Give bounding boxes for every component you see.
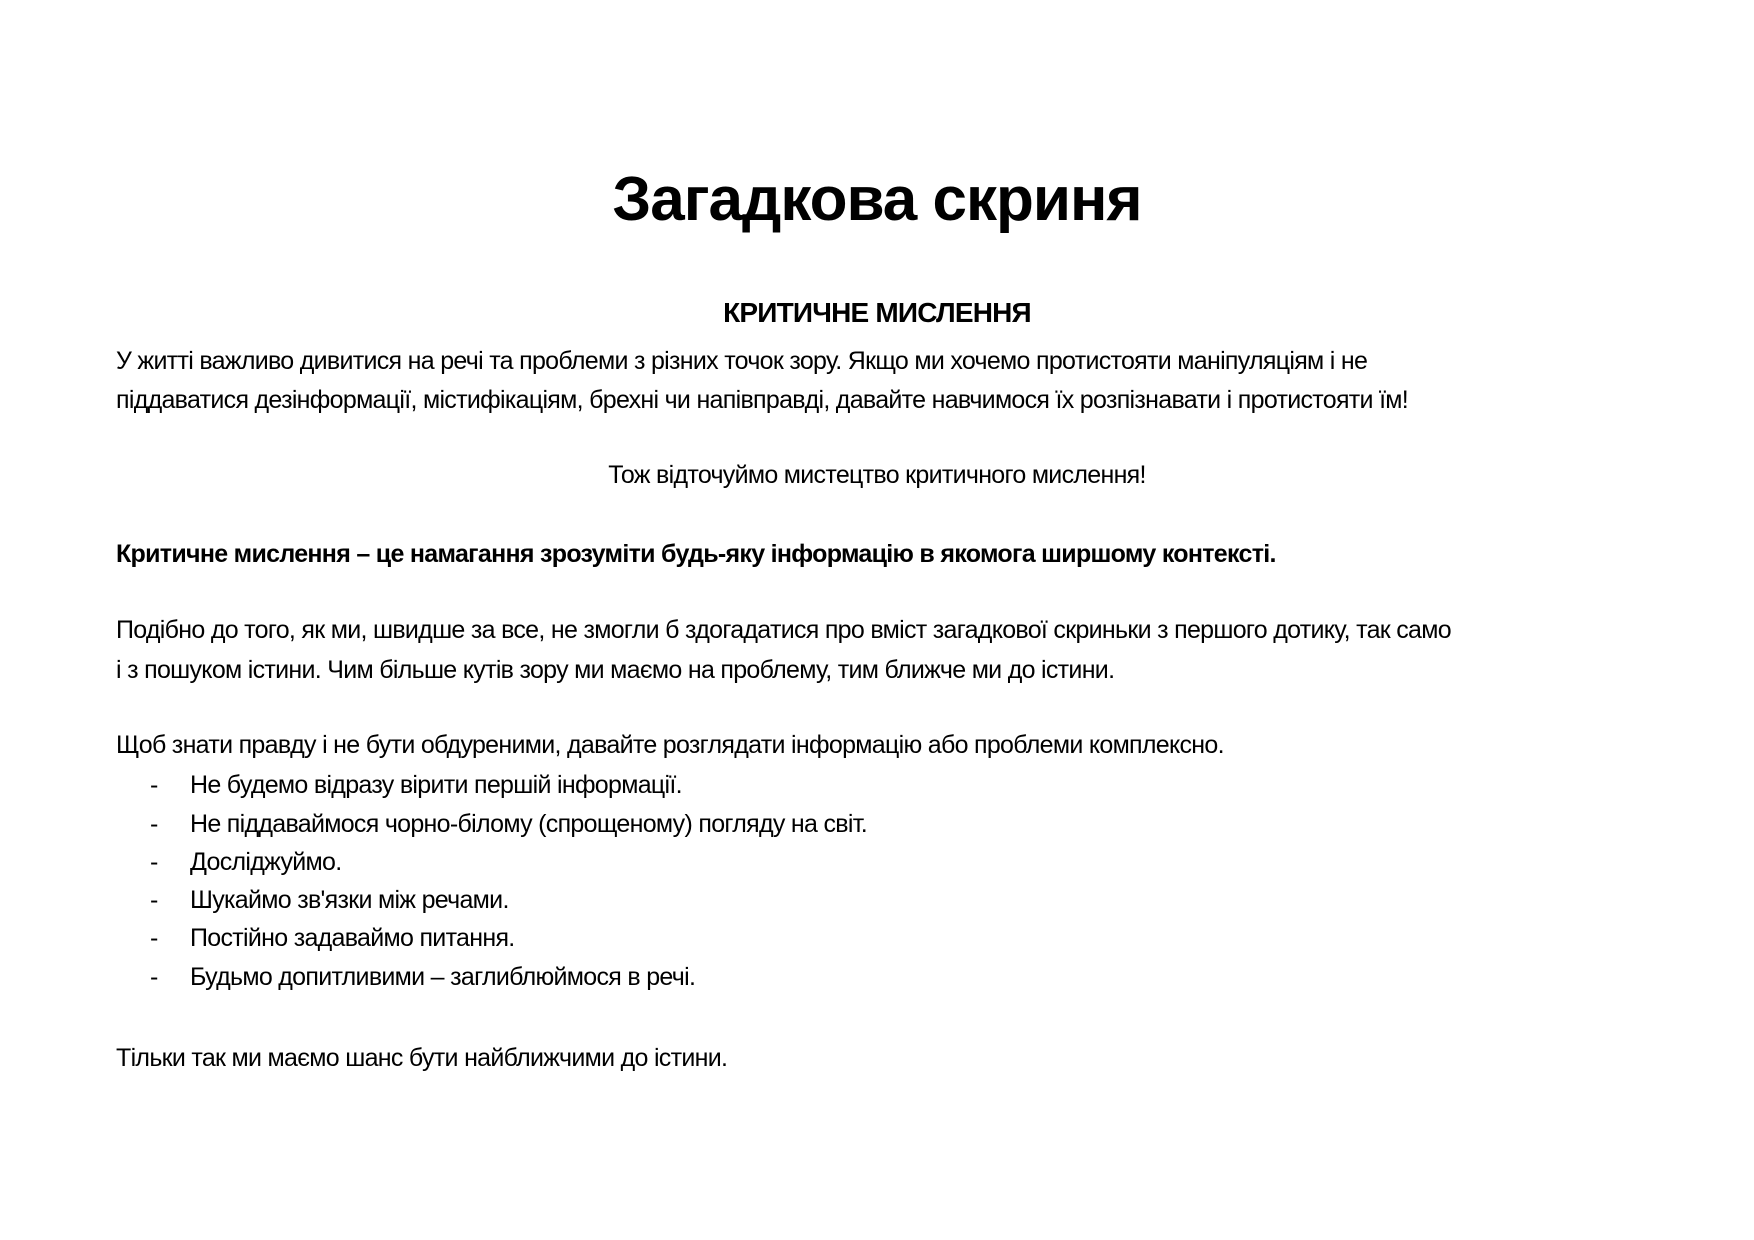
bullet-dash: - bbox=[150, 924, 158, 952]
section-heading: КРИТИЧНЕ МИСЛЕННЯ bbox=[723, 297, 1031, 328]
list-item: Шукаймо зв'язки між речами. bbox=[190, 886, 509, 914]
list-item: Не піддаваймося чорно-білому (спрощеному) погляду на світ. bbox=[190, 810, 867, 838]
list-intro: Щоб знати правду і не бути обдуреними, давайте розглядати інформацію або проблеми комплексно. bbox=[116, 731, 1224, 759]
intro-line-2: піддаватися дезінформації, містифікаціям, брехні чи напівправді, давайте навчимося їх розпізнавати і протистояти їм! bbox=[116, 386, 1409, 414]
conclusion: Тільки так ми маємо шанс бути найближчими до істини. bbox=[116, 1044, 728, 1072]
definition: Критичне мислення – це намагання зрозуміти будь-яку інформацію в якомога ширшому контексті. bbox=[116, 540, 1276, 568]
analogy-line-2: і з пошуком істини. Чим більше кутів зору ми маємо на проблему, тим ближче ми до істини. bbox=[116, 656, 1115, 684]
bullet-dash: - bbox=[150, 810, 158, 838]
list-item: Досліджуймо. bbox=[190, 848, 342, 876]
list-item: Постійно задаваймо питання. bbox=[190, 924, 515, 952]
document-title: Загадкова скриня bbox=[612, 165, 1142, 234]
bullet-dash: - bbox=[150, 886, 158, 914]
intro-line-1: У житті важливо дивитися на речі та проблеми з різних точок зору. Якщо ми хочемо протистояти маніпуляціям і не bbox=[116, 347, 1368, 375]
bullet-dash: - bbox=[150, 848, 158, 876]
list-item: Будьмо допитливими – заглиблюймося в речі. bbox=[190, 963, 696, 991]
call-to-action: Тож відточуймо мистецтво критичного мислення! bbox=[608, 461, 1146, 489]
bullet-dash: - bbox=[150, 963, 158, 991]
analogy-line-1: Подібно до того, як ми, швидше за все, не змогли б здогадатися про вміст загадкової скриньки з першого дотику, так само bbox=[116, 616, 1451, 644]
list-item: Не будемо відразу вірити першій інформації. bbox=[190, 771, 682, 799]
bullet-dash: - bbox=[150, 771, 158, 799]
